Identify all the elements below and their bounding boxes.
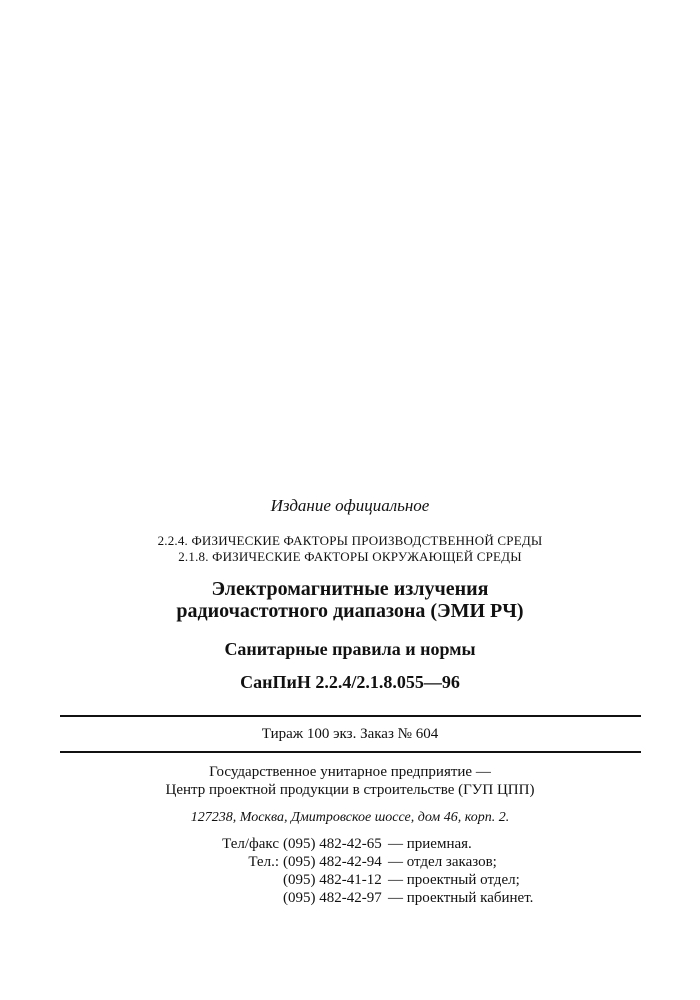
print-run: Тираж 100 экз. Заказ № 604 [261,726,439,742]
contact-description: — приемная. [388,836,472,852]
contact-description: — проектный кабинет. [388,890,534,906]
document-title-line-2: радиочастотного диапазона (ЭМИ РЧ) [176,600,524,622]
contact-row [0,854,700,872]
bottom-divider [60,751,641,753]
category-line-1: 2.2.4. ФИЗИЧЕСКИЕ ФАКТОРЫ ПРОИЗВОДСТВЕННОЙ СРЕДЫ [157,533,543,548]
document-title-line-1: Электромагнитные излучения [211,578,489,600]
document-subtitle: Санитарные правила и нормы [224,639,476,659]
contact-row [0,872,700,890]
contact-description: — проектный отдел; [388,872,520,888]
contact-row [0,890,700,908]
contact-phone: (095) 482-42-65 [283,836,382,852]
contact-description: — отдел заказов; [388,854,497,870]
publisher-line-2: Центр проектной продукции в строительстве (ГУП ЦПП) [165,782,535,798]
document-code: СанПиН 2.2.4/2.1.8.055—96 [240,672,460,692]
top-divider [60,715,641,717]
contact-label: Тел.: [248,854,279,870]
publisher-address: 127238, Москва, Дмитровское шоссе, дом 46, корп. 2. [190,810,510,825]
contact-phone: (095) 482-41-12 [283,872,382,888]
category-line-2: 2.1.8. ФИЗИЧЕСКИЕ ФАКТОРЫ ОКРУЖАЮЩЕЙ СРЕДЫ [178,549,522,564]
contact-row [0,836,700,854]
publisher-line-1: Государственное унитарное предприятие — [209,764,491,780]
contact-label: Тел/факс [222,836,279,852]
contact-list [0,836,700,908]
contact-phone: (095) 482-42-97 [283,890,382,906]
edition-note: Издание официальное [270,496,430,515]
contact-phone: (095) 482-42-94 [283,854,382,870]
